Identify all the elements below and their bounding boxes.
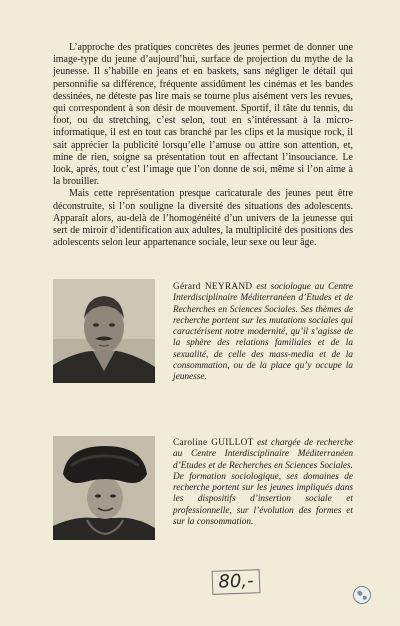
author-name: Caroline GUILLOT (173, 438, 254, 448)
author-name: Gérard NEYRAND (173, 282, 253, 292)
author-photo-neyrand (53, 279, 155, 383)
globe-icon (353, 586, 371, 604)
blurb-paragraph-1: L’approche des pratiques concrètes des jeunes permet de donner une image-type du jeune d’aujourd’hui, surface de projection du mythe de la jeunesse. Il s’habille en jeans et en baskets, sans négliger le détail qui personnifie sa différence, fréquente assidûment les cinémas et les bandes dessinées, ne déteste pas lire mais se tourne plus aisément vers les revues, qui correspondent à son désir de mouvement. Sportif, il tâte du tennis, du foot, ou du stretching, c’est selon, tout en s’intéressant à la micro-informatique, il est en tout cas branché par les clips et la musique rock, il sait apprécier la publicité lorsqu’elle l’amuse ou attire son attention, et, mine de rien, soigne sa présentation tout en affectant l’insouciance. Le look, après, tout c’est l’image que l’on donne de soi, même si l’on aime à la brouiller. (53, 42, 353, 188)
back-cover-blurb (53, 42, 353, 249)
author-bio-neyrand (173, 282, 353, 384)
author-bio-text: est sociologue au Centre Interdisciplinaire Méditerranéen d’Etudes et de Recherches en Sciences Sociales. Ses thèmes de recherche portent sur les mutations sociales qui caractérisent notre modernité, qu’il s’agisse de la sphère des relations familiales et de la sexualité, de celle des mass-media et de la consommation, ou de la place qu’y occupe la jeunesse. (173, 282, 353, 383)
author-bio-text: est chargée de recherche au Centre Interdisciplinaire Méditerranéen d’Etudes et de Recherches en Sciences Sociales. De formation sociologique, ses domaines de recherche portent sur les jeunes impliqués dans les dispositifs d’insertion sociale et professionnelle, sur l’évolution des formes et sur la consommation. (173, 438, 353, 528)
author-bio-guillot (173, 438, 353, 528)
author-photo-guillot (53, 436, 155, 540)
blurb-paragraph-2: Mais cette représentation presque caricaturale des jeunes peut être déconstruite, si l’on souligne la diversité des situations des adolescents. Apparaît alors, au-delà de l’homogénéité d’un univers de la jeunesse qui sert de miroir d’identification aux adultes, la multiplicité des positions des adolescents selon leur appartenance sociale, leur sexe ou leur âge. (53, 188, 353, 249)
price-sticker: 80,- (212, 569, 261, 595)
